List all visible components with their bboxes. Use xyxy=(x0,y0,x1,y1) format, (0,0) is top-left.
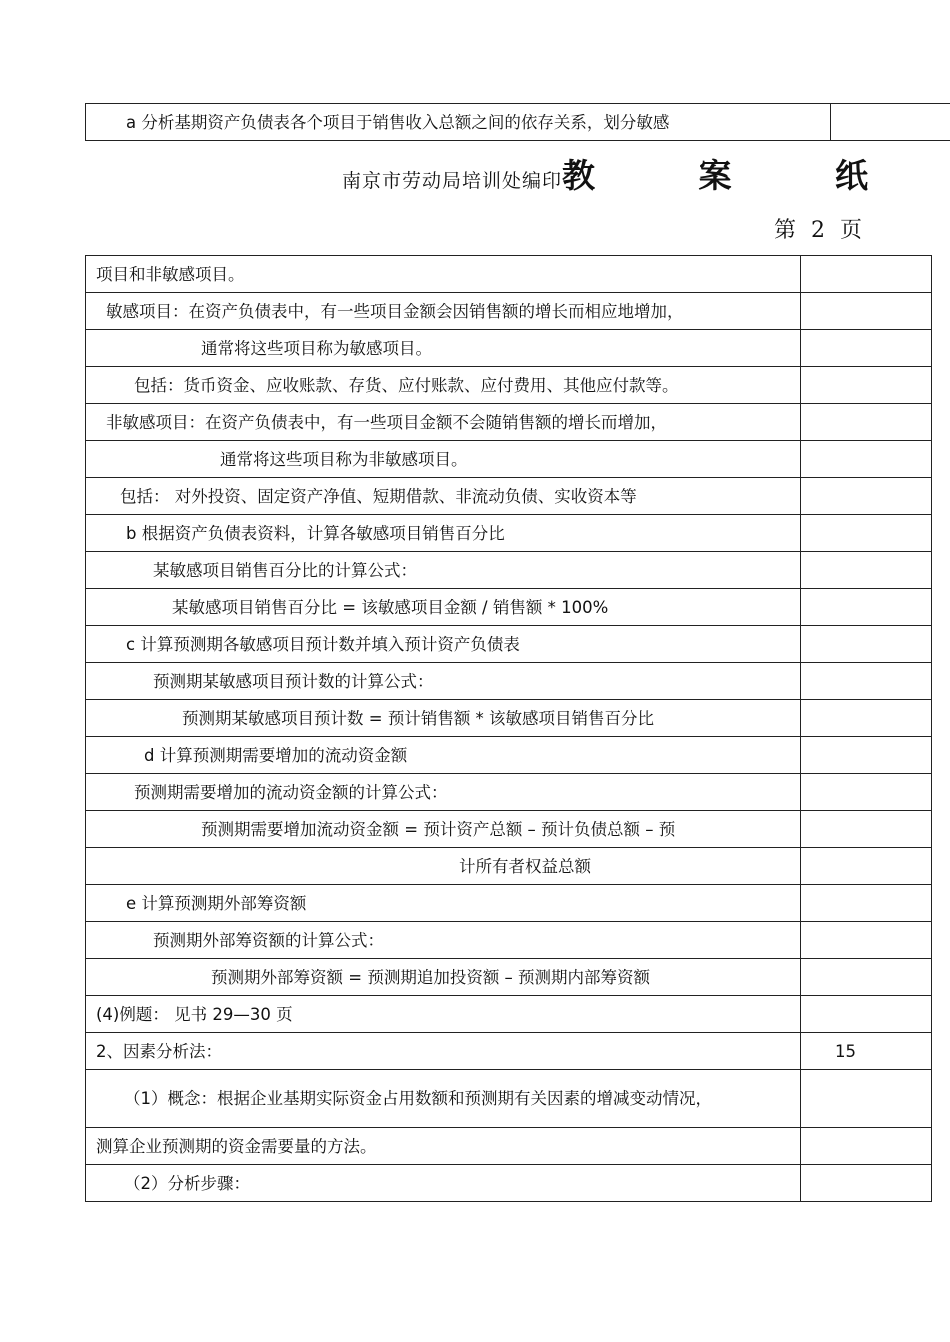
row-side xyxy=(801,626,932,663)
table-row xyxy=(86,589,932,626)
table-row xyxy=(86,1128,932,1165)
row-side xyxy=(801,700,932,737)
table-row xyxy=(86,330,932,367)
row-side xyxy=(801,959,932,996)
row-side xyxy=(801,404,932,441)
row-side xyxy=(801,478,932,515)
row-text: 敏感项目：在资产负债表中，有一些项目金额会因销售额的增长而相应地增加， xyxy=(86,293,801,330)
row-side xyxy=(801,1165,932,1202)
table-row xyxy=(86,626,932,663)
row-text: 预测期需要增加的流动资金额的计算公式： xyxy=(86,774,801,811)
publisher-label: 南京市劳动局培训处编印 xyxy=(342,170,563,192)
row-side xyxy=(801,774,932,811)
table-row xyxy=(86,515,932,552)
table-row xyxy=(86,959,932,996)
page-number: 第 2 页 xyxy=(774,218,866,243)
row-text: 通常将这些项目称为非敏感项目。 xyxy=(86,441,801,478)
document-header xyxy=(342,150,914,197)
row-text: 预测期外部筹资额的计算公式： xyxy=(86,922,801,959)
page-title: 教 案 纸 xyxy=(562,156,914,195)
row-text: （1）概念：根据企业基期实际资金占用数额和预测期有关因素的增减变动情况， xyxy=(86,1070,801,1128)
table-row xyxy=(86,996,932,1033)
row-side xyxy=(801,552,932,589)
row-side xyxy=(801,811,932,848)
table-row xyxy=(86,293,932,330)
table-row xyxy=(86,700,932,737)
lesson-table xyxy=(85,255,932,1202)
row-text: a 分析基期资产负债表各个项目于销售收入总额之间的依存关系，划分敏感 xyxy=(86,104,831,141)
row-text: 预测期某敏感项目预计数 = 预计销售额 * 该敏感项目销售百分比 xyxy=(86,700,801,737)
table-row xyxy=(86,811,932,848)
table-row xyxy=(86,552,932,589)
row-side xyxy=(801,515,932,552)
row-text: 2、因素分析法： xyxy=(86,1033,801,1070)
table-row xyxy=(86,104,950,141)
row-text: 包括： 对外投资、固定资产净值、短期借款、非流动负债、实收资本等 xyxy=(86,478,801,515)
row-text: 计所有者权益总额 xyxy=(86,848,801,885)
row-side xyxy=(801,1128,932,1165)
table-row xyxy=(86,441,932,478)
table-row xyxy=(86,1165,932,1202)
top-table xyxy=(85,103,950,141)
row-side xyxy=(801,441,932,478)
row-text: b 根据资产负债表资料，计算各敏感项目销售百分比 xyxy=(86,515,801,552)
row-text: 测算企业预测期的资金需要量的方法。 xyxy=(86,1128,801,1165)
row-side xyxy=(801,848,932,885)
table-row xyxy=(86,1033,932,1070)
row-text: 包括：货币资金、应收账款、存货、应付账款、应付费用、其他应付款等。 xyxy=(86,367,801,404)
row-side xyxy=(831,104,950,141)
table-row xyxy=(86,774,932,811)
row-side xyxy=(801,330,932,367)
row-text: d 计算预测期需要增加的流动资金额 xyxy=(86,737,801,774)
table-row xyxy=(86,848,932,885)
row-text: 预测期外部筹资额 = 预测期追加投资额 – 预测期内部筹资额 xyxy=(86,959,801,996)
row-text: 非敏感项目：在资产负债表中，有一些项目金额不会随销售额的增长而增加， xyxy=(86,404,801,441)
row-side xyxy=(801,367,932,404)
table-row xyxy=(86,885,932,922)
table-row xyxy=(86,367,932,404)
row-text: c 计算预测期各敏感项目预计数并填入预计资产负债表 xyxy=(86,626,801,663)
row-text: （2）分析步骤： xyxy=(86,1165,801,1202)
row-side xyxy=(801,589,932,626)
row-side: 15 xyxy=(801,1033,932,1070)
row-side xyxy=(801,256,932,293)
row-text: 预测期需要增加流动资金额 = 预计资产总额 – 预计负债总额 – 预 xyxy=(86,811,801,848)
row-text: 某敏感项目销售百分比的计算公式： xyxy=(86,552,801,589)
row-text: e 计算预测期外部筹资额 xyxy=(86,885,801,922)
row-text: 预测期某敏感项目预计数的计算公式： xyxy=(86,663,801,700)
row-side xyxy=(801,1070,932,1128)
row-text: 通常将这些项目称为敏感项目。 xyxy=(86,330,801,367)
table-row xyxy=(86,478,932,515)
table-row xyxy=(86,663,932,700)
table-row xyxy=(86,256,932,293)
row-text: 某敏感项目销售百分比 = 该敏感项目金额 / 销售额 * 100% xyxy=(86,589,801,626)
table-row xyxy=(86,404,932,441)
table-row xyxy=(86,1070,932,1128)
row-text: (4)例题： 见书 29—30 页 xyxy=(86,996,801,1033)
row-side xyxy=(801,663,932,700)
row-side xyxy=(801,996,932,1033)
table-row xyxy=(86,922,932,959)
row-side xyxy=(801,293,932,330)
table-row xyxy=(86,737,932,774)
row-side xyxy=(801,737,932,774)
row-text: 项目和非敏感项目。 xyxy=(86,256,801,293)
row-side xyxy=(801,885,932,922)
row-side xyxy=(801,922,932,959)
